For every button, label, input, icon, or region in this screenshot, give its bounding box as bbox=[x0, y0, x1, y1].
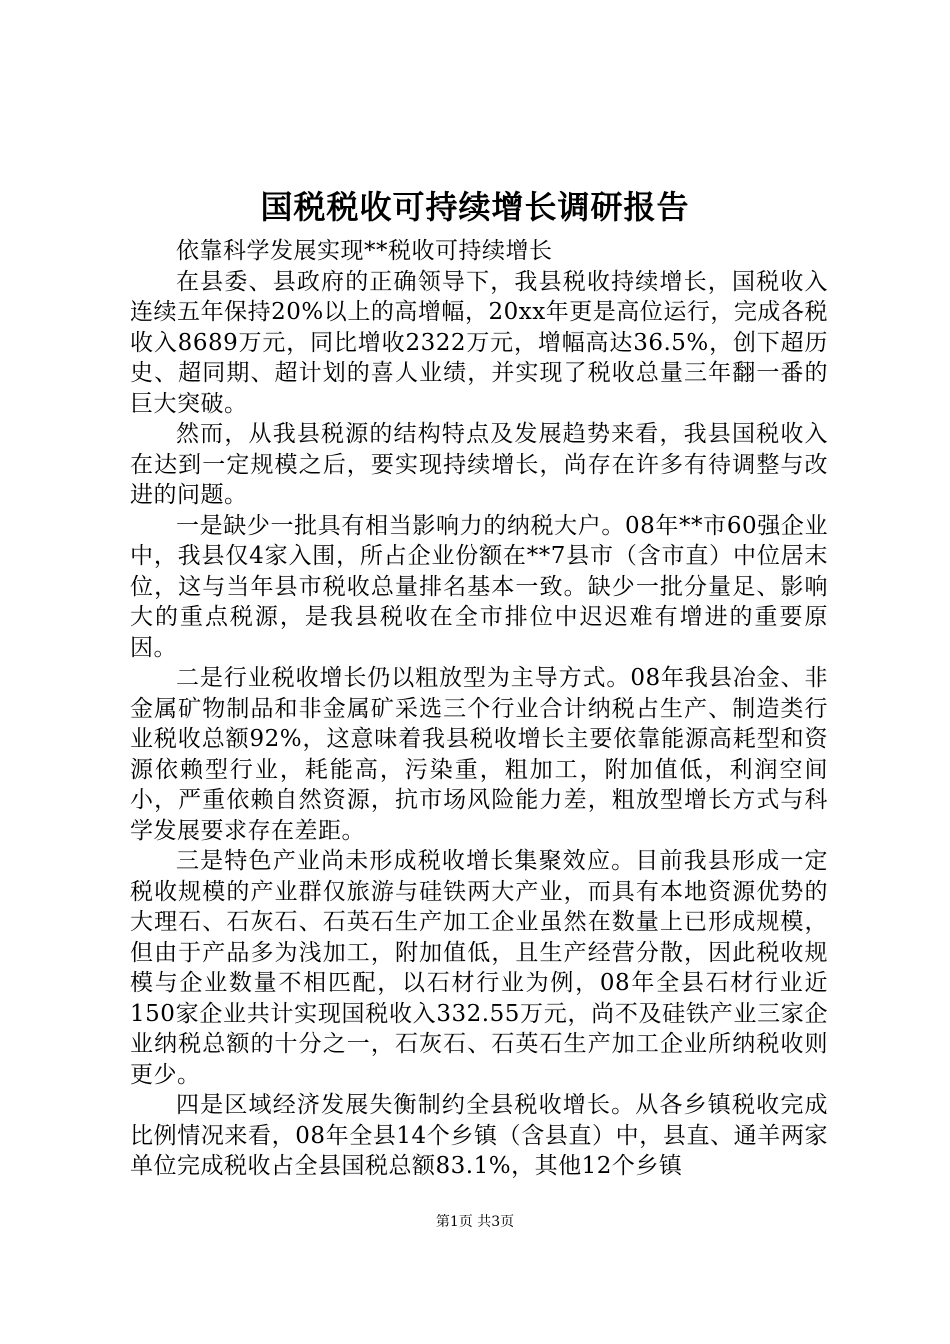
body-paragraph-point-4: 四是区域经济发展失衡制约全县税收增长。从各乡镇税收完成比例情况来看，08年全县14个乡镇（含县直）中，县直、通羊两家单位完成税收占全县国税总额83.1%，其他12个乡镇 bbox=[130, 1092, 828, 1179]
body-paragraph-point-2: 二是行业税收增长仍以粗放型为主导方式。08年我县冶金、非金属矿物制品和非金属矿采选三个行业合计纳税占生产、制造类行业税收总额92%，这意味着我县税收增长主要依靠能源高耗型和资源依赖型行业，耗能高，污染重，粗加工，附加值低，利润空间小，严重依赖自然资源，抗市场风险能力差，粗放型增长方式与科学发展要求存在差距。 bbox=[130, 665, 828, 844]
body-paragraph-point-3: 三是特色产业尚未形成税收增长集聚效应。目前我县形成一定税收规模的产业群仅旅游与硅铁两大产业，而具有本地资源优势的大理石、石灰石、石英石生产加工企业虽然在数量上已形成规模，但由于产品多为浅加工，附加值低，且生产经营分散，因此税收规模与企业数量不相匹配，以石材行业为例，08年全县石材行业近150家企业共计实现国税收入332.55万元，尚不及硅铁产业三家企业纳税总额的十分之一，石灰石、石英石生产加工企业所纳税收则更少。 bbox=[130, 848, 828, 1088]
document-title: 国税税收可持续增长调研报告 bbox=[260, 188, 690, 226]
body-paragraph-point-1: 一是缺少一批具有相当影响力的纳税大户。08年**市60强企业中，我县仅4家入围，所占企业份额在**7县市（含市直）中位居末位，这与当年县市税收总量排名基本一致。缺少一批分量足、影响大的重点税源，是我县税收在全市排位中迟迟难有增进的重要原因。 bbox=[130, 512, 828, 661]
body-paragraph-however: 然而，从我县税源的结构特点及发展趋势来看，我县国税收入在达到一定规模之后，要实现持续增长，尚存在许多有待调整与改进的问题。 bbox=[130, 421, 828, 508]
body-paragraph-intro: 在县委、县政府的正确领导下，我县税收持续增长，国税收入连续五年保持20%以上的高增幅，20xx年更是高位运行，完成各税收入8689万元，同比增收2322万元，增幅高达36.5%，创下超历史、超同期、超计划的喜人业绩，并实现了税收总量三年翻一番的巨大突破。 bbox=[130, 268, 828, 417]
page-number-footer: 第1页 共3页 bbox=[435, 1214, 515, 1230]
document-body bbox=[130, 236, 828, 1182]
subtitle-paragraph: 依靠科学发展实现**税收可持续增长 bbox=[176, 238, 553, 264]
